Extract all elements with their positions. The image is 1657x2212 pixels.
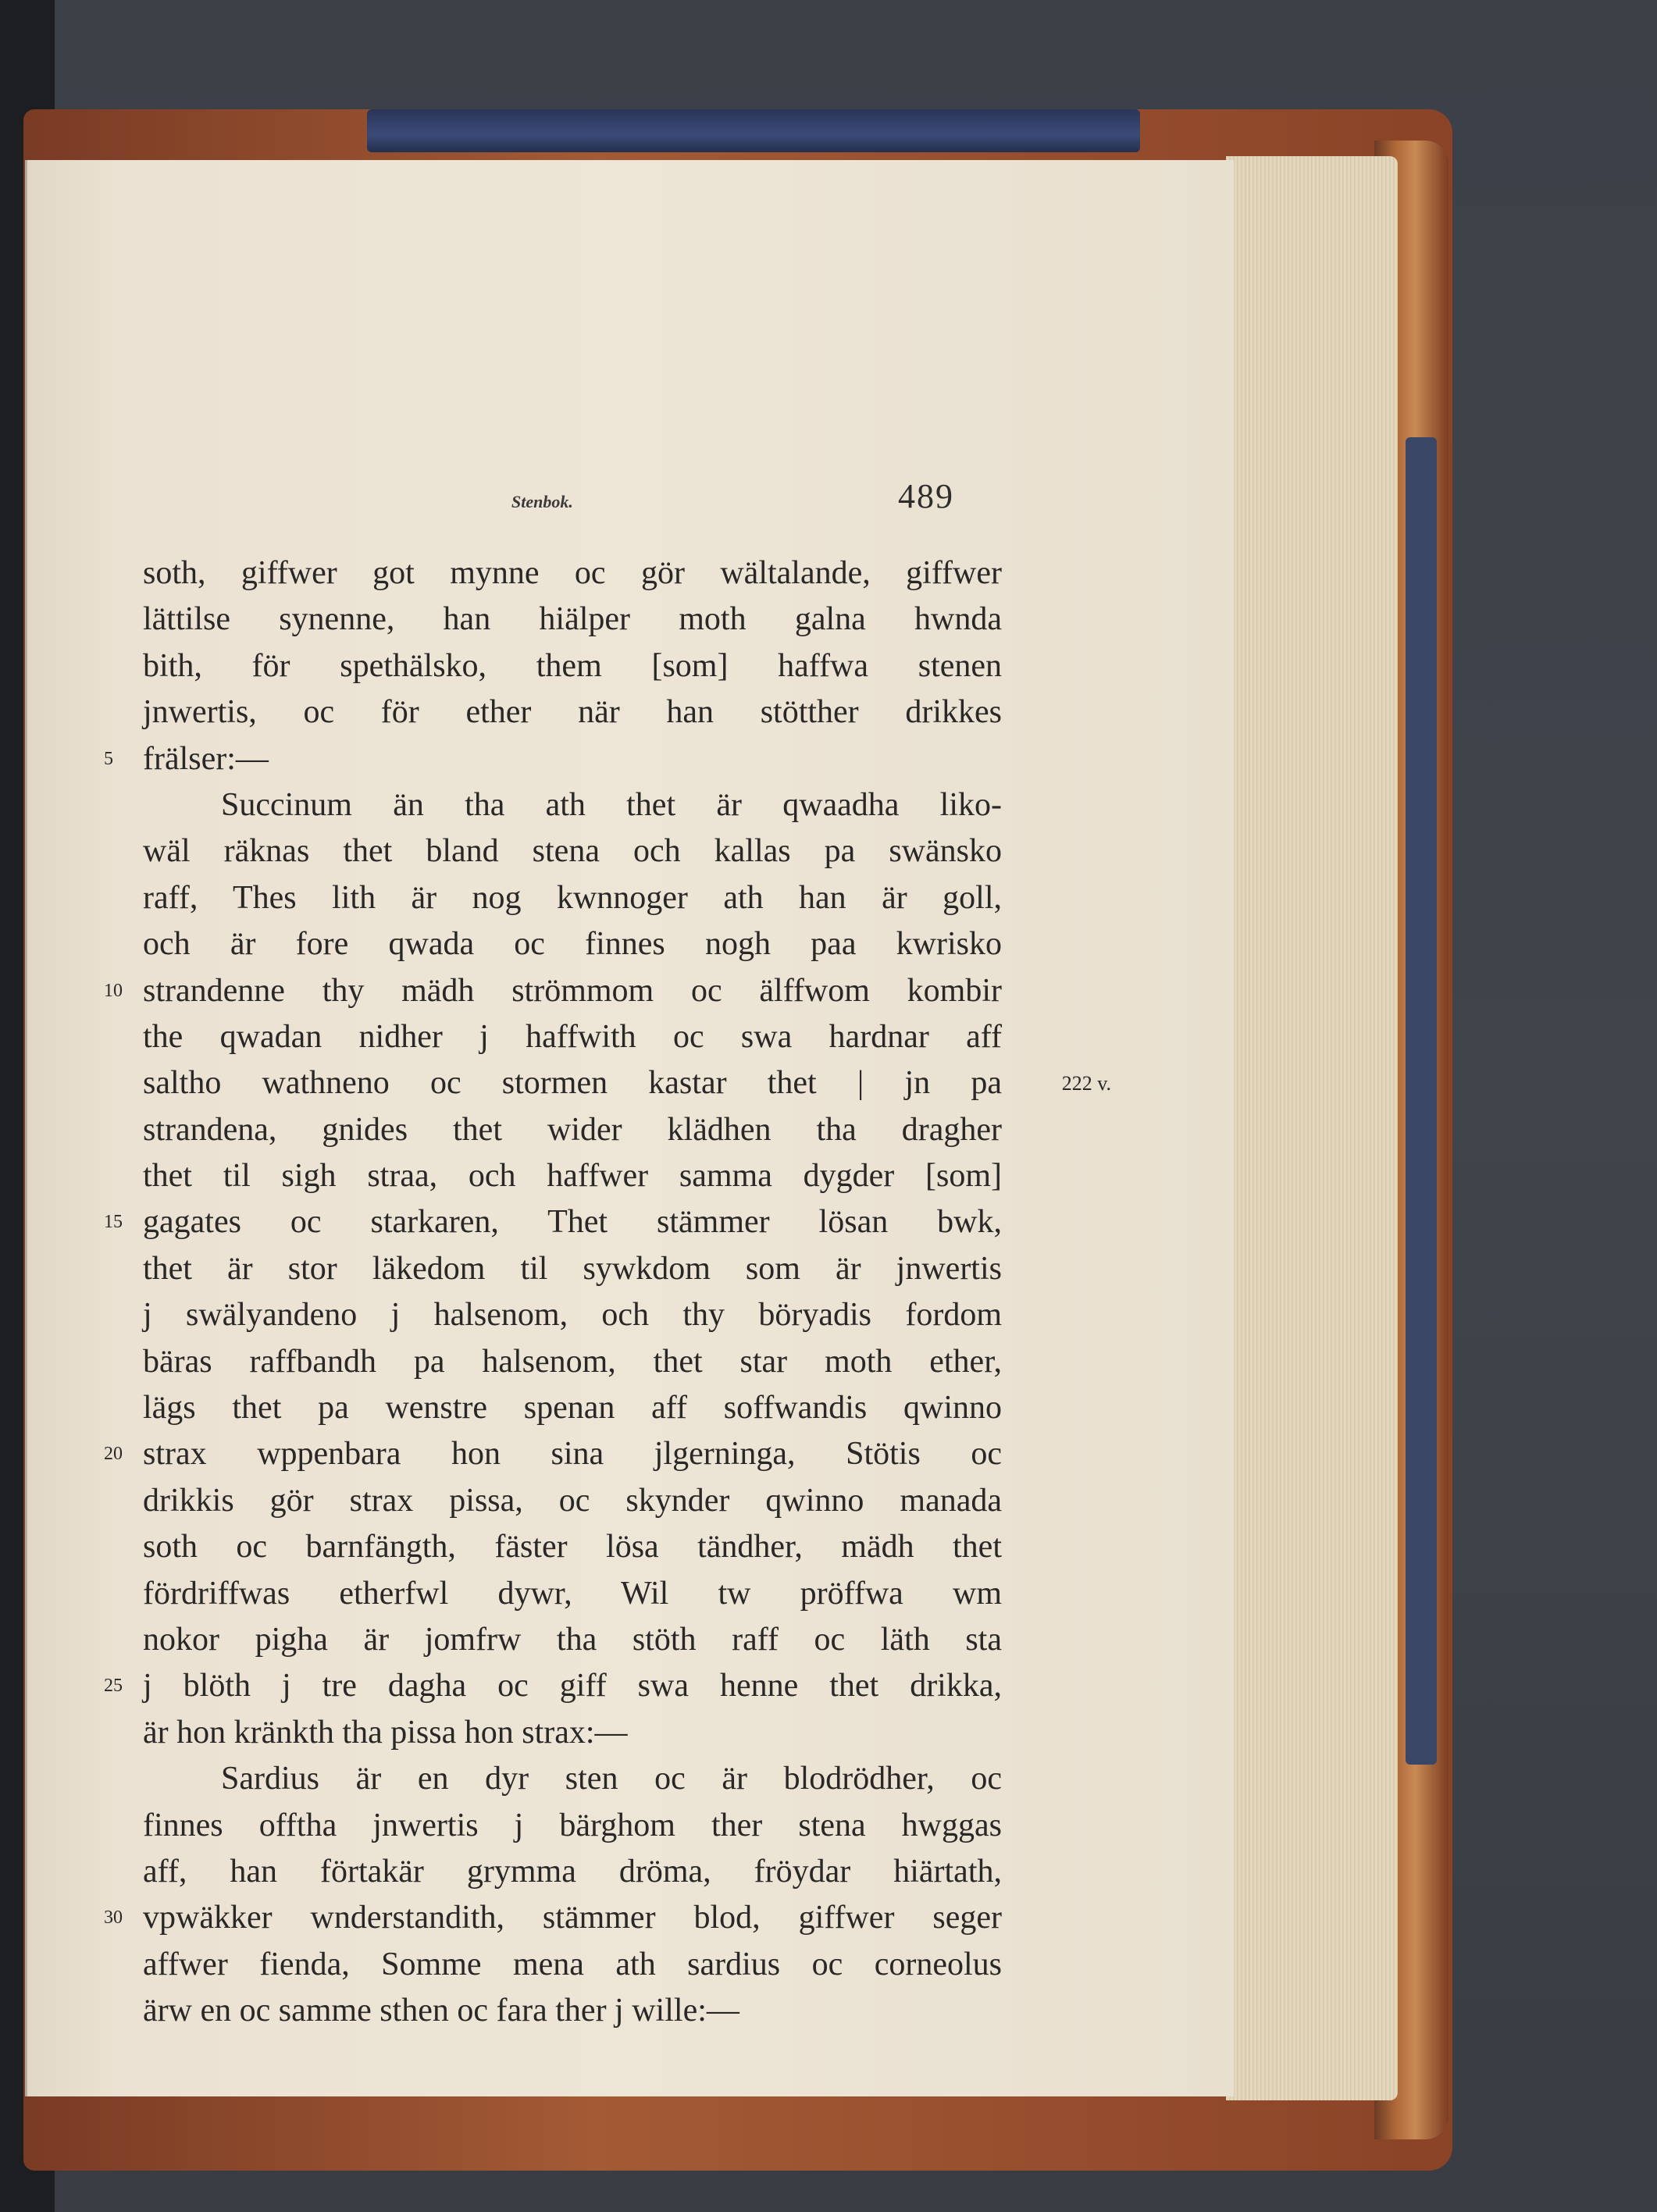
line-text: vpwäkker wnderstandith, stämmer blod, giffwer seger (143, 1900, 1002, 1936)
line-text: strax wppenbara hon sina jlgerninga, Stötis oc (143, 1436, 1002, 1473)
text-line (104, 1895, 1002, 1941)
margin-note: 222 v. (1061, 1072, 1111, 1095)
line-text: soth oc barnfängth, fäster lösa tändher, mädh thet (143, 1529, 1002, 1565)
text-block (104, 550, 1111, 2035)
line-text: wäl räknas thet bland stena och kallas pa swänsko (143, 833, 1002, 870)
line-text: finnes offtha jnwertis j bärghom ther stena hwggas (143, 1807, 1002, 1843)
line-text: är hon kränkth tha pissa hon strax:— (143, 1714, 628, 1751)
line-number: 30 (104, 1907, 123, 1929)
text-line (143, 1849, 1002, 1895)
text-line (104, 1199, 1002, 1245)
text-line (143, 1153, 1002, 1199)
line-text: bith, för spethälsko, them [som] haffwa stenen (143, 647, 1002, 684)
line-number: 25 (104, 1676, 123, 1697)
line-text: fördriffwas etherfwl dywr, Wil tw pröffwa wm (143, 1575, 1002, 1612)
line-text: strandenne thy mädh strömmom oc älffwom kombir (143, 972, 1002, 1009)
text-line (143, 1803, 1002, 1849)
line-text: Succinum än tha ath thet är qwaadha liko- (221, 786, 1002, 823)
line-text: lägs thet pa wenstre spenan aff soffwandis qwinno (143, 1390, 1002, 1427)
text-line (143, 1524, 1002, 1570)
line-text: gagates oc starkaren, Thet stämmer lösan bwk, (143, 1204, 1002, 1241)
text-line (104, 1431, 1002, 1477)
text-line (143, 921, 1002, 967)
text-line (104, 968, 1002, 1014)
text-line (143, 597, 1002, 643)
text-line (143, 1107, 1002, 1153)
line-text: aff, han förtakär grymma dröma, fröydar hiärtath, (143, 1853, 1002, 1890)
text-line (143, 689, 1002, 736)
line-text: jnwertis, oc för ether när han stötther drikkes (143, 694, 1002, 731)
text-line (143, 1014, 1002, 1060)
line-text: drikkis gör strax pissa, oc skynder qwinno manada (143, 1482, 1002, 1519)
text-line (143, 1617, 1002, 1663)
line-number: 20 (104, 1444, 123, 1465)
line-text: lättilse synenne, han hiälper moth galna hwnda (143, 601, 1002, 638)
line-text: the qwadan nidher j haffwith oc swa hardnar aff (143, 1018, 1002, 1055)
line-text: affwer fienda, Somme mena ath sardius oc corneolus (143, 1946, 1002, 1982)
line-text: saltho wathneno oc stormen kastar thet | jn pa (143, 1065, 1002, 1102)
text-line (143, 1339, 1002, 1385)
text-line (143, 1710, 1002, 1756)
text-line (143, 1246, 1002, 1292)
line-text: thet är stor läkedom til sywkdom som är jnwertis (143, 1250, 1002, 1287)
text-line (143, 782, 1002, 828)
line-text: och är fore qwada oc finnes nogh paa kwrisko (143, 926, 1002, 963)
line-text: j blöth j tre dagha oc giff swa henne thet drikka, (143, 1668, 1002, 1704)
text-line (143, 1942, 1002, 1988)
text-line (143, 1292, 1002, 1338)
line-text: soth, giffwer got mynne oc gör wältalande, giffwer (143, 555, 1002, 591)
cover-tape (367, 109, 1140, 152)
text-line (143, 1060, 1111, 1106)
line-text: Sardius är en dyr sten oc är blodrödher, oc (221, 1761, 1002, 1797)
line-text: j swälyandeno j halsenom, och thy böryadis fordom (143, 1297, 1002, 1334)
line-text: frälser:— (143, 740, 269, 777)
line-text: thet til sigh straa, och haffwer samma dygder [som] (143, 1158, 1002, 1195)
running-head: Stenbok. (511, 492, 573, 511)
line-text: strandena, gnides thet wider klädhen tha dragher (143, 1111, 1002, 1148)
text-line (143, 1756, 1002, 1802)
text-line (143, 550, 1002, 597)
cover-band (1406, 437, 1437, 1765)
book-page (25, 160, 1234, 2096)
text-line (143, 1571, 1002, 1617)
text-line (143, 1478, 1002, 1524)
text-line (143, 1385, 1002, 1431)
text-line (143, 875, 1002, 921)
page-block-edges (1226, 156, 1398, 2100)
line-number: 5 (104, 748, 113, 769)
line-text: bäras raffbandh pa halsenom, thet star moth ether, (143, 1343, 1002, 1380)
text-line (104, 736, 1002, 782)
line-number: 10 (104, 980, 123, 1001)
line-text: raff, Thes lith är nog kwnnoger ath han är goll, (143, 879, 1002, 916)
text-line (143, 828, 1002, 874)
line-number: 15 (104, 1212, 123, 1233)
line-text: nokor pigha är jomfrw tha stöth raff oc läth sta (143, 1621, 1002, 1658)
text-line (104, 1663, 1002, 1709)
page-number: 489 (898, 477, 954, 515)
line-text: ärw en oc samme sthen oc fara ther j wille:— (143, 1993, 739, 2029)
text-line (143, 1988, 1002, 2034)
text-line (143, 643, 1002, 689)
